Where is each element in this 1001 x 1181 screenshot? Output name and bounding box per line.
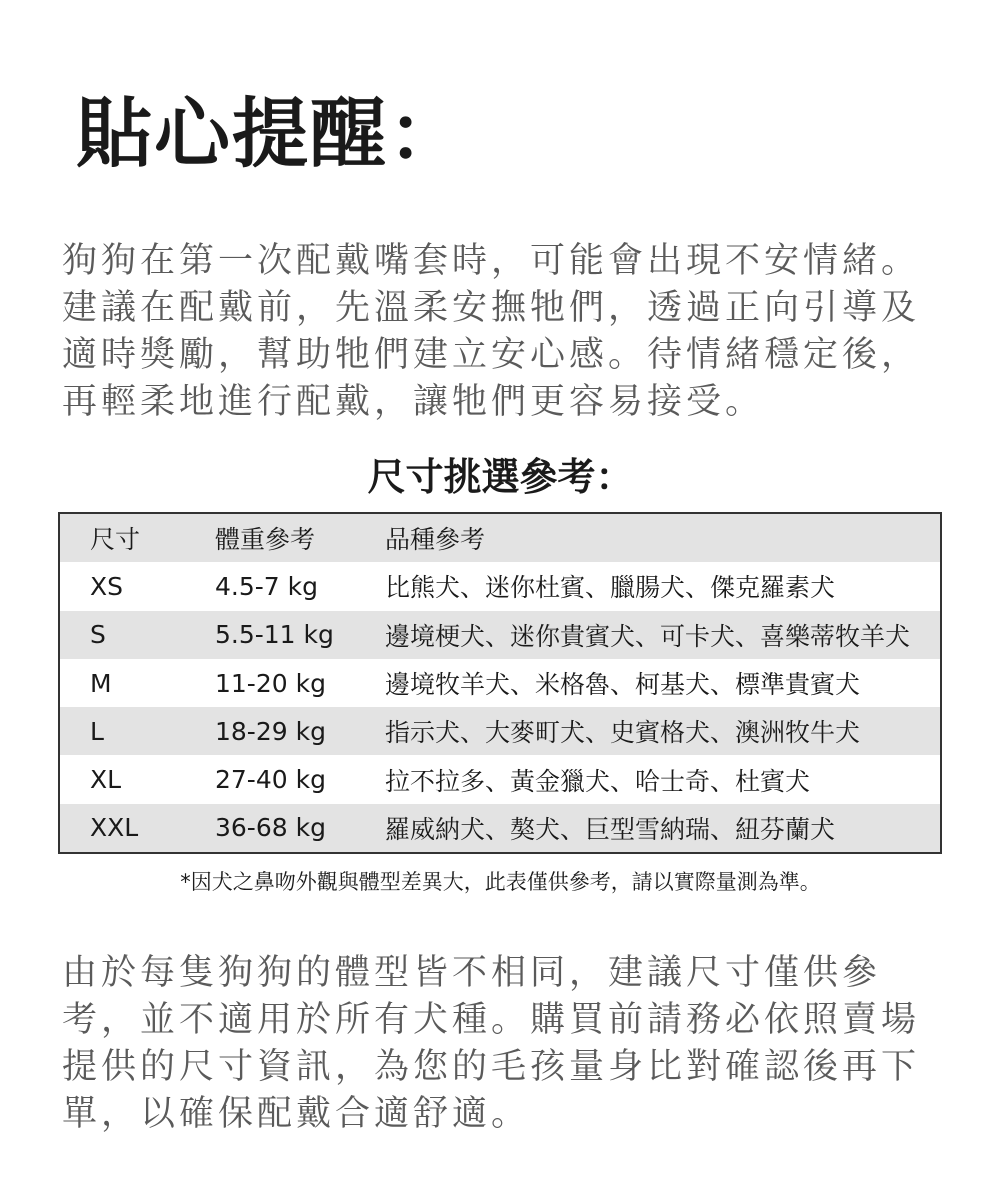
table-row	[60, 804, 940, 852]
table-row	[60, 562, 940, 610]
size-cell: XS	[90, 571, 123, 601]
breeds-cell: 比熊犬、迷你杜賓、臘腸犬、傑克羅素犬	[385, 573, 836, 603]
size-cell: L	[90, 716, 104, 746]
breeds-cell: 羅威納犬、獒犬、巨型雪納瑞、紐芬蘭犬	[385, 814, 836, 844]
weight-cell: 36-68 kg	[215, 813, 326, 843]
weight-cell: 11-20 kg	[215, 668, 326, 698]
breeds-cell: 邊境牧羊犬、米格魯、柯基犬、標準貴賓犬	[385, 670, 861, 700]
table-row	[60, 611, 940, 659]
size-cell: S	[90, 620, 106, 650]
weight-cell: 18-29 kg	[215, 716, 326, 746]
size-cell: M	[90, 668, 112, 698]
closing-paragraph: 由於每隻狗狗的體型皆不相同，建議尺寸僅供參考，並不適用於所有犬種。購買前請務必依照賣場提供的尺寸資訊，為您的毛孩量身比對確認後再下單，以確保配戴合適舒適。	[62, 953, 921, 1134]
size-guide-heading: 尺寸挑選參考：	[367, 455, 634, 499]
page-title: 貼心提醒：	[76, 89, 466, 178]
intro-paragraph: 狗狗在第一次配戴嘴套時，可能會出現不安情緒。建議在配戴前，先溫柔安撫牠們，透過正向引導及適時獎勵，幫助牠們建立安心感。待情緒穩定後，再輕柔地進行配戴，讓牠們更容易接受。	[62, 241, 921, 422]
weight-cell: 4.5-7 kg	[215, 571, 318, 601]
size-cell: XXL	[90, 813, 139, 843]
size-cell: XL	[90, 765, 122, 795]
breeds-cell: 邊境梗犬、迷你貴賓犬、可卡犬、喜樂蒂牧羊犬	[385, 621, 911, 651]
weight-cell: 27-40 kg	[215, 765, 326, 795]
column-header-breeds: 品種參考	[385, 525, 486, 555]
table-row	[60, 707, 940, 755]
table-row	[60, 659, 940, 707]
table-row	[60, 755, 940, 803]
table-header-row	[60, 514, 940, 562]
breeds-cell: 拉不拉多、黃金獵犬、哈士奇、杜賓犬	[385, 766, 811, 796]
weight-cell: 5.5-11 kg	[215, 620, 334, 650]
size-table	[58, 512, 942, 854]
column-header-size: 尺寸	[90, 525, 141, 555]
breeds-cell: 指示犬、大麥町犬、史賓格犬、澳洲牧牛犬	[385, 718, 861, 748]
table-footnote: *因犬之鼻吻外觀與體型差異大，此表僅供參考，請以實際量測為準。	[180, 870, 821, 894]
column-header-weight: 體重參考	[215, 525, 316, 555]
